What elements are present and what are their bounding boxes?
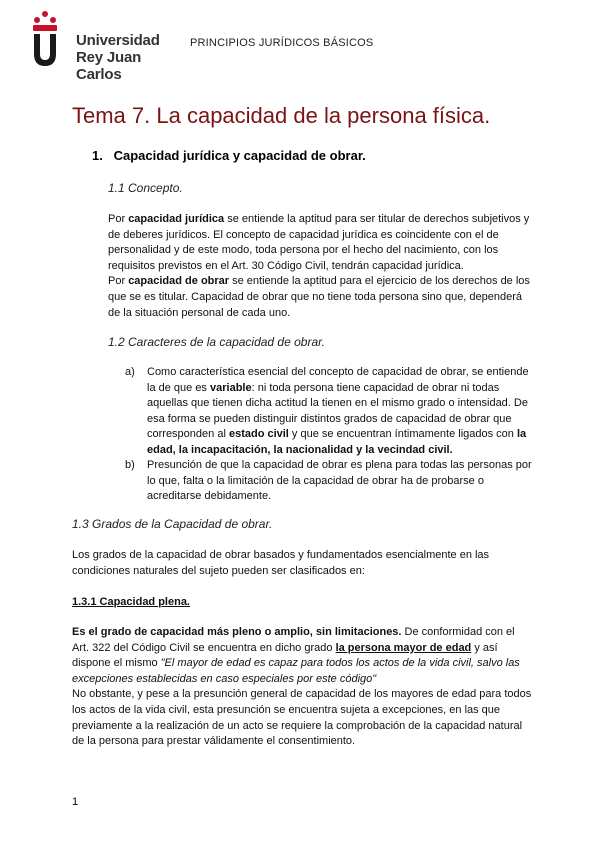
subsection-concepto: 1.1 Concepto. (108, 181, 183, 195)
text: Presunción de que la capacidad de obrar es plena para todas las personas por lo que, falta o la limitación de la capacidad de obrar ha de probarse o acreditarse debidamente. (147, 459, 532, 503)
text: Por (108, 275, 129, 288)
university-crest-icon (30, 10, 60, 66)
text: y que se encuentran íntimamente ligados con (288, 428, 517, 441)
section-heading (92, 148, 366, 163)
list-marker: a) (125, 366, 135, 378)
logo-line-1: Universidad (76, 32, 160, 49)
quote: "El mayor de edad es capaz para todos los actos de la vida civil, salvo las excepciones establecidas en caso especiales por este código" (72, 657, 520, 685)
university-logo (28, 10, 188, 83)
subsection-capacidad-plena: 1.3.1 Capacidad plena. (72, 596, 190, 608)
subsection-grados: 1.3 Grados de la Capacidad de obrar. (72, 517, 273, 531)
text: se entiende la aptitud para ser titular de derechos subjetivos y de deberes jurídicos. El concepto de capacidad jurídica es coincidente con el de personalidad y de este modo, toda persona por el hecho del nacimiento, con los requisitos previstos en el Art. 30 Código Civil, tendrán capacidad jurídica. (108, 213, 530, 272)
bold-underlined-term: la persona mayor de edad (335, 641, 472, 654)
section-heading-text: Capacidad jurídica y capacidad de obrar. (113, 148, 366, 163)
bold-term: capacidad jurídica (128, 213, 225, 225)
paragraph-grados-intro: Los grados de la capacidad de obrar basados y fundamentados esencialmente en las condiciones naturales del sujeto pueden ser clasificados en: (72, 549, 490, 577)
text: No obstante, y pese a la presunción general de capacidad de los mayores de edad para todos los actos de la vida civil, esta presunción se encuentra sujeta a excepciones, en las que previamente a la realización de un acto se requiere la comprobación de la capacidad natural de la persona para prestar válidamente el consentimiento. (72, 688, 532, 748)
text: : ni toda persona tiene capacidad de obrar ni todas aquellas que tienen dicha actitud la tienen en el mismo grado o intensidad. De esa forma se pueden distinguir distintos grados de capacidad de obrar que corresponden al (147, 381, 528, 441)
text: Por (108, 213, 129, 225)
logo-line-2: Rey Juan Carlos (76, 49, 142, 83)
bold-text: Es el grado de capacidad más pleno o amplio, sin limitaciones. (72, 626, 402, 638)
bold-term: la edad, la incapacitación, la nacionalidad y la vecindad civil. (147, 428, 527, 456)
list-marker: b) (125, 459, 135, 471)
paragraph-concepto (108, 212, 532, 321)
document-header: PRINCIPIOS JURÍDICOS BÁSICOS (190, 37, 374, 49)
paragraph-capacidad-plena (72, 625, 532, 750)
bold-term: variable (210, 381, 252, 394)
bold-term: estado civil (228, 428, 289, 441)
subsection-caracteres: 1.2 Caracteres de la capacidad de obrar. (108, 335, 326, 349)
list-item-b (125, 458, 532, 505)
text: Como característica esencial del concepto de capacidad de obrar, se entiende la de que es (147, 366, 529, 394)
text: se entiende la aptitud para el ejercicio de los derechos de los que se es titular. Capacidad de obrar que no tiene toda persona sino que, dependerá de la situación personal de cada uno. (108, 275, 530, 319)
page-number: 1 (72, 796, 79, 808)
list-item-a (125, 365, 532, 459)
page-title: Tema 7. La capacidad de la persona física. (72, 103, 491, 128)
bold-term: capacidad de obrar (128, 275, 230, 288)
text: y así dispone el mismo (72, 641, 498, 670)
text: De conformidad con el Art. 322 del Código Civil se encuentra en dicho grado (72, 626, 515, 654)
section-number: 1. (92, 148, 103, 163)
